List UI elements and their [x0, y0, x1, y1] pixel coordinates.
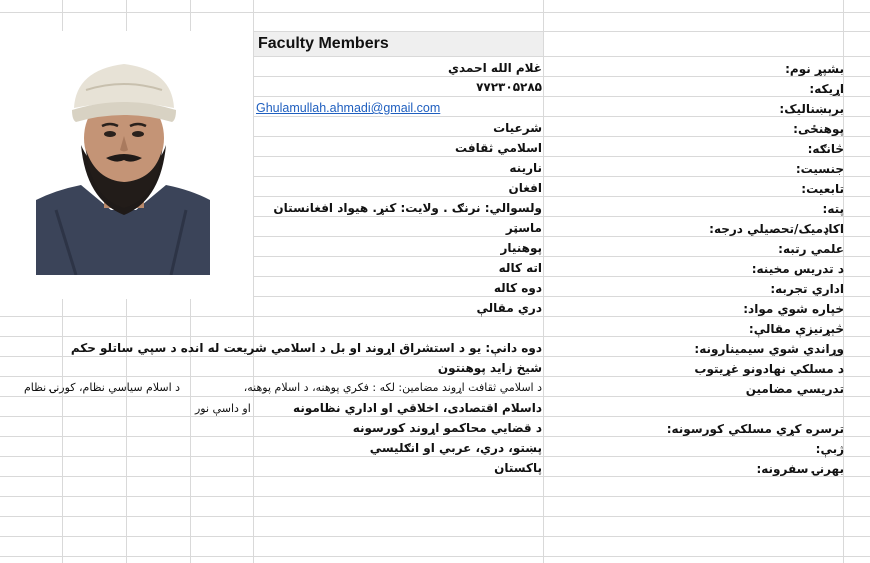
email-link[interactable]: Ghulamullah.ahmadi@gmail.com [256, 101, 441, 115]
value-association: شيخ زايد پوهنتون [437, 361, 542, 375]
label-address: پته: [822, 202, 844, 216]
grid-line [0, 536, 870, 537]
value-subjects-overflow2: او داسې نور [195, 402, 251, 415]
label-admin-experience: اداري تجربه: [770, 282, 844, 296]
value-seminars: دوه دانې: يو د استشراق اړوند او بل د اسلامي شريعت له انده د سپي ساتلو حکم [70, 341, 542, 355]
label-teaching-experience: د تدريس مخينه: [751, 262, 844, 276]
value-published-materials: دري مقالې [476, 301, 542, 315]
label-email: برېښناليک: [779, 102, 844, 116]
grid-line [0, 496, 870, 497]
grid-line [0, 476, 870, 477]
profile-photo [36, 50, 210, 275]
label-research-papers: څېړنيزې مقالې: [748, 322, 844, 336]
value-subjects-line2: داسلام اقتصادی، اخلاقي او اداري نظامونه [293, 401, 542, 415]
header-band [254, 32, 543, 56]
grid-line [543, 0, 544, 563]
grid-line [0, 376, 870, 377]
label-phone: اړيکه: [809, 82, 844, 96]
value-teaching-experience: اته کاله [498, 261, 542, 275]
grid-line [0, 12, 870, 13]
value-subjects-line1: د اسلامي ثقافت اړوند مضامين: لکه : فکري پوهنه، د اسلام پوهنه، [243, 381, 542, 394]
value-nationality: افغان [508, 181, 542, 195]
label-gender: جنسيت: [795, 162, 844, 176]
grid-line [0, 416, 870, 417]
value-admin-experience: دوه کاله [493, 281, 542, 295]
label-nationality: تابعيت: [801, 182, 844, 196]
grid-line [0, 336, 870, 337]
label-faculty: پوهنځی: [793, 122, 844, 136]
grid-line [253, 0, 254, 563]
label-academic-rank: علمي رتبه: [778, 242, 844, 256]
value-academic-rank: پوهنيار [500, 241, 542, 255]
label-association: د مسلکي نهادونو غړيتوب [694, 362, 844, 376]
label-department: څانګه: [807, 142, 844, 156]
label-published-materials: خپاره شوي مواد: [743, 302, 844, 316]
grid-line [0, 556, 870, 557]
label-seminars: وړاندي شوي سيمينارونه: [694, 342, 844, 356]
value-courses: د قضايي محاکمو اړوند کورسونه [352, 421, 542, 435]
grid-line [0, 396, 870, 397]
label-name: بشپړ نوم: [785, 62, 844, 76]
grid-line [0, 356, 870, 357]
value-gender: نارینه [509, 161, 542, 175]
value-faculty: شرعیات [493, 121, 542, 135]
value-name: غلام الله احمدي [448, 61, 542, 75]
value-foreign-trips: پاکستان [494, 461, 542, 475]
value-languages: پښتو، دري، عربي او انګليسي [369, 441, 542, 455]
value-degree: ماسټر [505, 221, 542, 235]
label-foreign-trips: بهرنۍ سفرونه: [756, 462, 844, 476]
page-title: Faculty Members [258, 35, 389, 52]
grid-line [0, 316, 870, 317]
label-subjects: تدريسي مضامين [745, 382, 844, 396]
value-subjects-overflow1: د اسلام سياسي نظام، کورنۍ نظام [24, 381, 181, 394]
grid-line [0, 436, 870, 437]
value-address: ولسوالي: نرنګ . ولايت: کنړ. هيواد افغانستان [273, 201, 542, 215]
grid-line [0, 516, 870, 517]
label-courses: ترسره کړي مسلکي کورسونه: [666, 422, 844, 436]
grid-line [0, 456, 870, 457]
label-languages: ژبې: [815, 442, 844, 456]
label-degree: اکاډميک/تحصيلي درجه: [709, 222, 844, 236]
value-department: اسلامي ثقافت [455, 141, 542, 155]
value-phone: ۷۷۲۳۰۵۲۸۵ [476, 80, 542, 94]
